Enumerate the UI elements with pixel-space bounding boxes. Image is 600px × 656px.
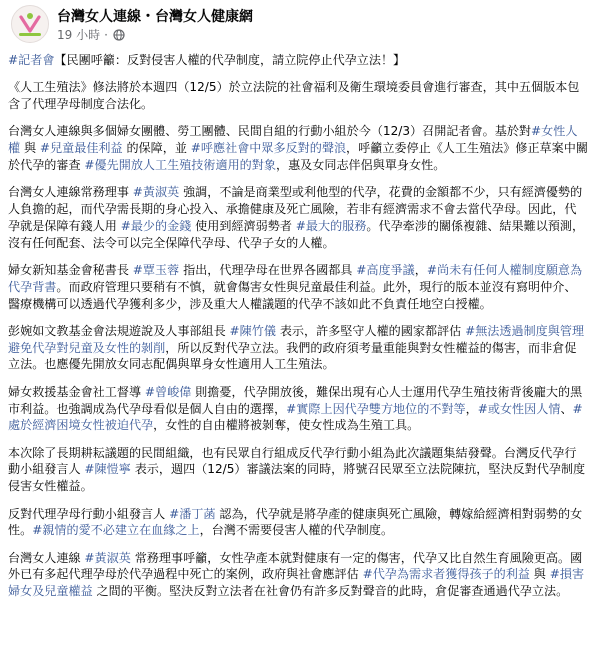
hashtag-link[interactable]: #代孕為需求者獲得孩子的利益 — [362, 567, 530, 582]
page-name[interactable]: 台灣女人連線・台灣女人健康網 — [57, 9, 253, 25]
hashtag-link[interactable]: #或女性因人情 — [477, 401, 561, 416]
hashtag-link[interactable]: #陳愷寧 — [84, 462, 131, 477]
paragraph-text: ， — [414, 262, 427, 277]
paragraph-text: 、 — [560, 401, 573, 416]
paragraph-text: ，所以反對代孕立法。我們的政府須考量重能與對女性權益的傷害，而非倉促立法。也應優先開放女同志配偶與單身女性適用人工生殖法。 — [8, 340, 577, 372]
paragraph-text: 表示，週四（12/5）審議法案的同時，將號召民眾至立法院陳抗，堅決反對代孕制度侵害女性權益。 — [8, 462, 586, 494]
paragraph-text: ，呼籲立委停止《人工生殖法》修正草案中關於代孕的審查 — [8, 141, 588, 172]
paragraph-text: 指出，代理孕母在世界各國都具 — [179, 262, 357, 277]
hashtag-link[interactable]: #呼應社會中眾多反對的聲浪 — [190, 141, 347, 156]
paragraph-text: ， — [465, 401, 478, 416]
hashtag-link[interactable]: #曾峻偉 — [144, 384, 192, 399]
paragraph-text: 認為，代孕就是將孕產的健康與死亡風險，轉嫁給經濟相對弱勢的女性。 — [8, 506, 583, 538]
paragraph-text: 表示，許多堅守人權的國家都評估 — [275, 323, 466, 338]
post-paragraph — [8, 445, 588, 495]
paragraph-text: 的保障，並 — [122, 141, 191, 156]
paragraph-text: 《人工生殖法》修法將於本週四（12/5）於立法院的社會福利及衛生環境委員會進行審查，其中五個版本包含了代理孕母制度合法化。 — [8, 80, 580, 112]
organization-logo-avatar[interactable] — [11, 5, 49, 43]
hashtag-link[interactable]: #最大的服務 — [295, 218, 367, 233]
hashtag-link[interactable]: #兒童最佳利益 — [39, 141, 123, 156]
paragraph-text: 強調，不論是商業型或利他型的代孕，花費的金額都不少，只有經濟優勢的人負擔的起，而代孕需長期的身心投入、承擔健康及死亡風險，若非有經濟需求不會去當代孕母。因此，代孕就是保障有錢人用 — [8, 185, 583, 233]
paragraph-text: 彭婉如文教基金會法規遊說及人事部組長 — [8, 323, 230, 338]
post-paragraph — [8, 323, 588, 373]
post-body — [8, 52, 588, 611]
paragraph-text: 使用到經濟弱勢者 — [191, 218, 296, 233]
post-timestamp[interactable]: 19 小時 — [57, 28, 101, 42]
paragraph-text: ，女性的自由權將被剝奪，使女性成為生殖工具。 — [153, 418, 420, 433]
paragraph-text: 。代孕牽涉的關係複雜、結果難以預測，沒有任何配套、法令可以完全保障代孕母、代孕子女的人權。 — [8, 218, 585, 250]
paragraph-text: 台灣女人連線 — [8, 550, 85, 565]
paragraph-text: 台灣女人連線常務理事 — [8, 185, 133, 200]
meta-separator: · — [104, 27, 108, 42]
paragraph-text: 【民團呼籲：反對侵害人權的代孕制度，請立院停止代孕立法！】 — [54, 53, 406, 67]
paragraph-text: ，惠及女同志伴侶與單身女性。 — [275, 157, 446, 172]
paragraph-text: 反對代理孕母行動小組發言人 — [8, 506, 170, 521]
hashtag-link[interactable]: #陳竹儀 — [229, 323, 276, 338]
paragraph-text: 則擔憂，代孕開放後，難保出現有心人士運用代孕生殖技術背後龐大的黑市利益。也強調成為代孕母看似是個人自由的選擇， — [8, 384, 583, 416]
post-meta — [57, 26, 125, 43]
paragraph-text: 本次除了長期耕耘議題的民間組織，也有民眾自行組成反代孕行動小組為此次議題集結發聲。台灣反代孕行動小組發言人 — [8, 445, 577, 477]
post-paragraph — [8, 384, 588, 434]
post-paragraph — [8, 123, 588, 173]
post-paragraph — [8, 79, 588, 113]
hashtag-link[interactable]: #優先開放人工生殖技術適用的對象 — [84, 157, 276, 172]
hashtag-link[interactable]: #親情的愛不必建立在血緣之上 — [32, 523, 200, 538]
post-paragraph — [8, 550, 588, 600]
post-paragraph — [8, 506, 588, 540]
hashtag-link[interactable]: #黃淑英 — [132, 185, 180, 200]
globe-icon — [113, 29, 125, 41]
hashtag-link[interactable]: #最少的金錢 — [120, 218, 192, 233]
paragraph-text: 台灣女人連線與多個婦女團體、勞工團體、民間自組的行動小組於今（12/3）召開記者會。基於對 — [8, 124, 532, 139]
hashtag-link[interactable]: #女性人權 — [8, 124, 578, 156]
paragraph-text: 。而政府管理只要稍有不慎，就會傷害女性與兒童最佳利益。此外，現行的版本並沒有寫明仲介、醫療機構可以透過代孕獲利多少，涉及重大人權議題的代孕不該如此不負責任地空白授權。 — [8, 279, 577, 311]
hashtag-link[interactable]: #實際上因代孕雙方地位的不對等 — [286, 401, 466, 416]
hashtag-link[interactable]: #黃淑英 — [84, 550, 131, 565]
paragraph-text: 之間的平衡。堅決反對立法者在社會仍有許多反對聲音的此時，倉促審查通過代孕立法。 — [92, 584, 569, 599]
hashtag-link[interactable]: #高度爭議 — [356, 262, 415, 277]
hashtag-link[interactable]: #處於經濟困境女性被迫代孕 — [8, 401, 583, 433]
post-header — [6, 0, 586, 50]
paragraph-text: 婦女新知基金會秘書長 — [8, 262, 133, 277]
post-paragraph — [8, 262, 588, 312]
paragraph-text: 與 — [20, 141, 40, 156]
paragraph-text: 婦女救援基金會社工督導 — [8, 384, 145, 399]
hashtag-link[interactable]: #尚未有任何人權制度願意為代孕背書 — [8, 262, 583, 294]
hashtag-link[interactable]: #覃玉蓉 — [132, 262, 180, 277]
hashtag-link[interactable]: #記者會 — [8, 53, 55, 67]
post-paragraph — [8, 184, 588, 251]
hashtag-link[interactable]: #無法透過制度與管理避免代孕對兒童及女性的剝削 — [8, 323, 585, 355]
hashtag-link[interactable]: #損害婦女及兒童權益 — [8, 567, 585, 599]
post-paragraph — [8, 52, 588, 69]
hashtag-link[interactable]: #潘丁菡 — [169, 506, 216, 521]
paragraph-text: ，台灣不需要侵害人權的代孕制度。 — [199, 523, 394, 538]
paragraph-text: 常務理事呼籲，女性孕產本就對健康有一定的傷害，代孕又比自然生育風險更高。國外已有多起代理孕母於代孕過程中死亡的案例，政府與社會應評估 — [8, 550, 583, 582]
paragraph-text: 與 — [529, 567, 550, 582]
